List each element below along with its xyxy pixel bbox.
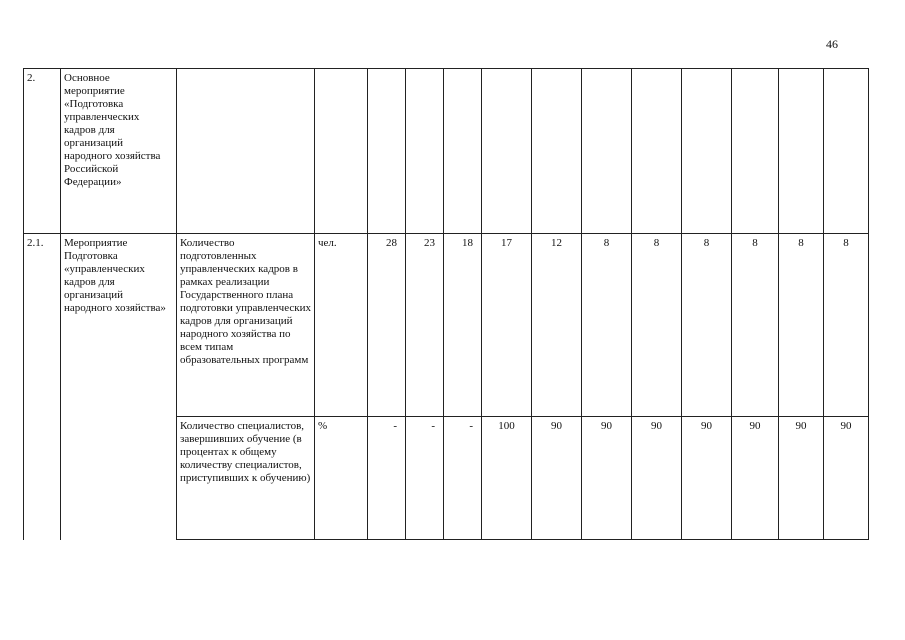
measure-name: Основное мероприятие «Подготовка управленческих кадров для организаций народного хозяйства Российской Федерации» <box>61 69 177 234</box>
value-cell: 8 <box>582 234 632 417</box>
value-cell <box>406 69 444 234</box>
value-cell: - <box>368 417 406 540</box>
value-cell: 23 <box>406 234 444 417</box>
value-cell <box>482 69 532 234</box>
table-row <box>24 417 869 540</box>
value-cell: 90 <box>779 417 824 540</box>
value-cell <box>779 69 824 234</box>
value-cell: 90 <box>682 417 732 540</box>
value-cell <box>368 69 406 234</box>
value-cell <box>682 69 732 234</box>
value-cell: 12 <box>532 234 582 417</box>
value-cell: 8 <box>779 234 824 417</box>
unit <box>315 69 368 234</box>
unit: чел. <box>315 234 368 417</box>
value-cell <box>732 69 779 234</box>
row-number: 2.1. <box>24 234 61 417</box>
value-cell: 90 <box>532 417 582 540</box>
value-cell: 8 <box>732 234 779 417</box>
value-cell: 17 <box>482 234 532 417</box>
indicator-name: Количество специалистов, завершивших обучение (в процентах к общему количеству специалистов, приступивших к обучению) <box>177 417 315 540</box>
value-cell: 100 <box>482 417 532 540</box>
value-cell: 8 <box>682 234 732 417</box>
page-number: 46 <box>826 37 838 51</box>
value-cell <box>582 69 632 234</box>
unit: % <box>315 417 368 540</box>
value-cell: 18 <box>444 234 482 417</box>
value-cell: 8 <box>824 234 869 417</box>
value-cell: - <box>406 417 444 540</box>
value-cell <box>444 69 482 234</box>
row-number: 2. <box>24 69 61 234</box>
value-cell: 8 <box>632 234 682 417</box>
row-number <box>24 417 61 540</box>
value-cell: 90 <box>632 417 682 540</box>
measure-name: Мероприятие Подготовка «управленческих кадров для организаций народного хозяйства» <box>61 234 177 417</box>
indicator-name: Количество подготовленных управленческих кадров в рамках реализации Государственного плана подготовки управленческих кадров для организаций народного хозяйства по всем типам образовательных программ <box>177 234 315 417</box>
program-table <box>23 68 869 540</box>
value-cell <box>532 69 582 234</box>
value-cell: - <box>444 417 482 540</box>
value-cell: 90 <box>732 417 779 540</box>
value-cell <box>824 69 869 234</box>
value-cell: 28 <box>368 234 406 417</box>
table-row <box>24 234 869 417</box>
table-row <box>24 69 869 234</box>
value-cell: 90 <box>824 417 869 540</box>
indicator-name <box>177 69 315 234</box>
measure-name <box>61 417 177 540</box>
value-cell: 90 <box>582 417 632 540</box>
value-cell <box>632 69 682 234</box>
